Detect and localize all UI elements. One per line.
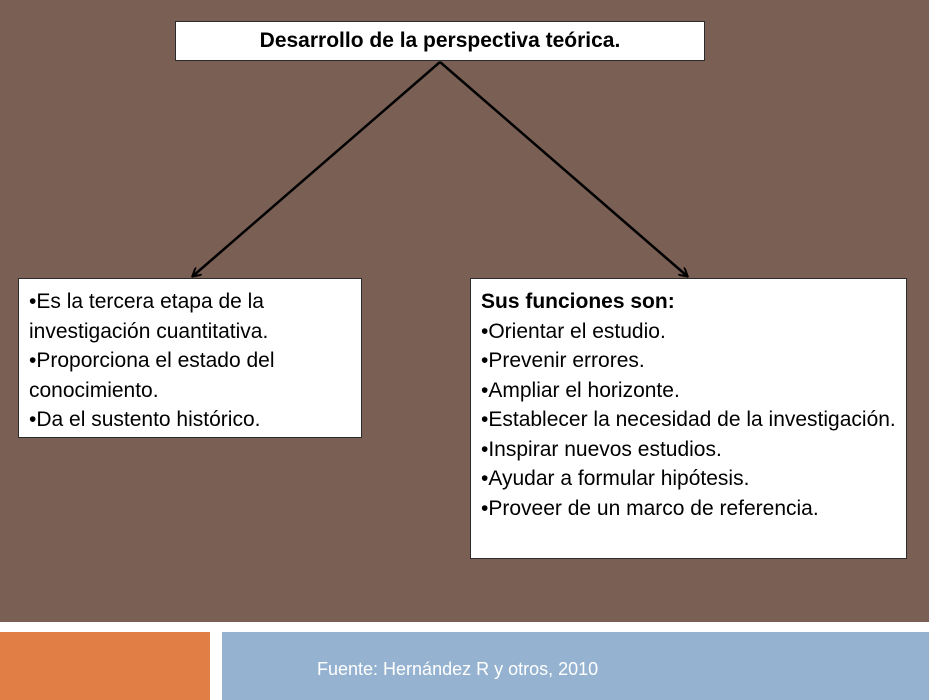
footer-accent-orange (0, 632, 210, 700)
arrow-right (440, 62, 687, 276)
right-item: •Ampliar el horizonte. (481, 378, 680, 402)
left-item: •Proporciona el estado del conocimiento. (29, 349, 275, 402)
right-item: •Proveer de un marco de referencia. (481, 496, 819, 520)
right-item: •Ayudar a formular hipótesis. (481, 467, 750, 490)
arrow-left (193, 62, 440, 276)
diagram-title: Desarrollo de la perspectiva teórica. (259, 29, 621, 52)
left-item: •Da el sustento histórico. (29, 408, 261, 431)
left-item: •Es la tercera etapa de la investigación cuantitativa. (29, 290, 269, 343)
left-box (18, 278, 362, 438)
right-item: •Orientar el estudio. (481, 319, 666, 343)
right-item: •Inspirar nuevos estudios. (481, 437, 722, 461)
source-citation: Fuente: Hernández R y otros, 2010 (317, 659, 599, 679)
title-box (175, 21, 705, 61)
right-box (470, 278, 907, 559)
footer-bar (222, 632, 929, 700)
right-item: •Establecer la necesidad de la investigación. (481, 408, 896, 431)
right-item: •Prevenir errores. (481, 349, 645, 372)
right-heading: Sus funciones son: (481, 290, 675, 313)
